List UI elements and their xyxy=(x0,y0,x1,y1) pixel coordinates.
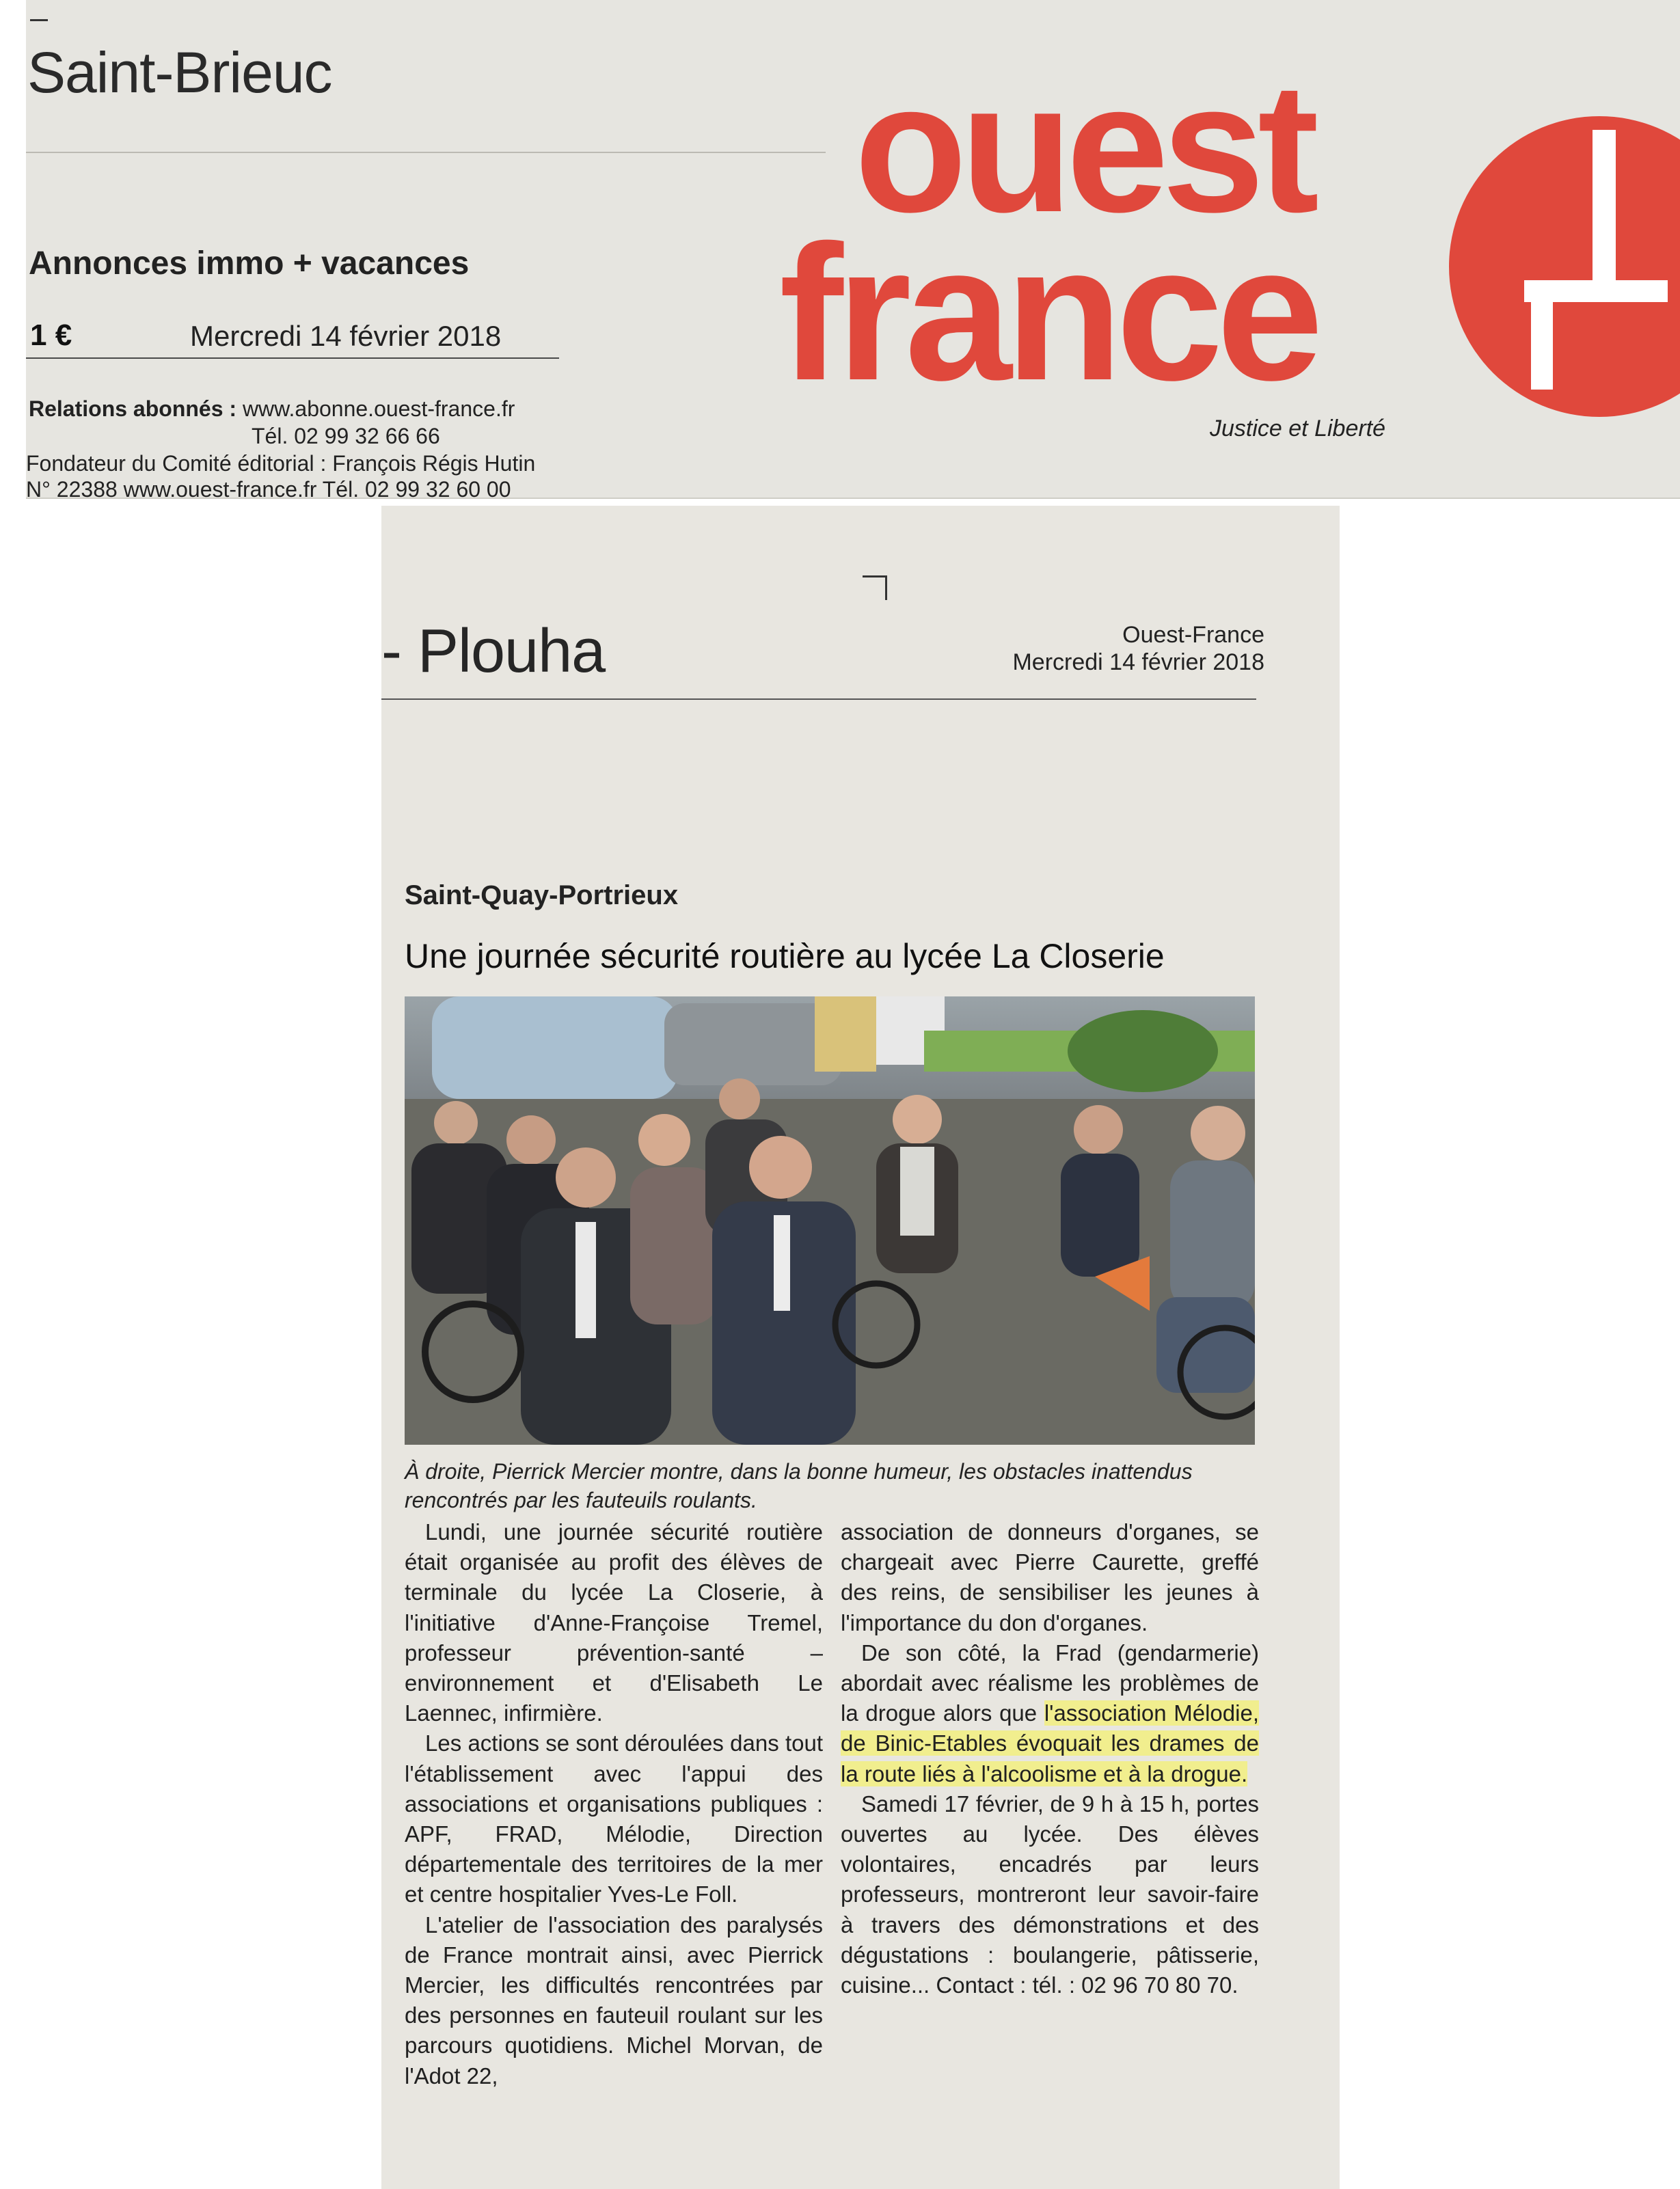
paragraph: Les actions se sont déroulées dans tout l'établissement avec l'appui des associations et organisations publiques : APF, FRAD, Mélodie, Direction départementale des territoires de la mer et centre hospitalier Yves-Le Foll. xyxy=(405,1730,823,1907)
article-clipping xyxy=(381,506,1340,2189)
logo-word-ouest: ouest xyxy=(854,45,1313,251)
paragraph: Lundi, une journée sécurité routière était organisée au profit des élèves de terminale du lycée La Closerie, à l'initiative d'Anne-Françoise Tremel, professeur prévention-santé – environnement et d'Elisabeth Le Laennec, infirmière. xyxy=(405,1519,823,1726)
corner-mark xyxy=(863,575,887,577)
corner-mark xyxy=(885,575,887,600)
highlighted-text: l'association Mélodie, de Binic-Etables évoquait les drames de la route liés à l'alcoolisme et à la drogue. xyxy=(841,1700,1259,1786)
paragraph-text: De son côté, la Frad (gendarmerie) abordait avec réalisme les problèmes de la drogue alors que xyxy=(841,1640,1259,1726)
paper-date: Mercredi 14 février 2018 xyxy=(1012,649,1264,675)
article-photo xyxy=(405,996,1255,1445)
paragraph: Samedi 17 février, de 9 h à 15 h, portes ouvertes au lycée. Des élèves volontaires, encadrés par leurs professeurs, montreront leur savoir-faire à travers des démonstrations et des dégustations : boulangerie, pâtisserie, cuisine... Contact : tél. : 02 96 70 80 70. xyxy=(841,1791,1259,1998)
logo-mark xyxy=(1593,130,1616,301)
divider xyxy=(26,357,559,359)
article-locality: Saint-Quay-Portrieux xyxy=(405,880,679,910)
article-headline: Une journée sécurité routière au lycée La Closerie xyxy=(405,937,1165,975)
subscriber-relations xyxy=(29,396,515,422)
newspaper-logo xyxy=(779,45,1504,432)
article-column-right xyxy=(841,1517,1259,2000)
issue-price: 1 € xyxy=(30,318,72,352)
paragraph: L'atelier de l'association des paralysés de France montrait ainsi, avec Pierrick Mercier, les difficultés rencontrées par des personnes en fauteuil roulant sur les parcours quotidiens. Michel Morvan, de l'Adot 22, xyxy=(405,1912,823,2089)
motto: Justice et Liberté xyxy=(1210,416,1386,441)
relations-phone: Tél. 02 99 32 66 66 xyxy=(252,424,440,448)
issue-info-line: N° 22388 www.ouest-france.fr Tél. 02 99 32 60 00 xyxy=(26,477,511,502)
paper-name: Ouest-France xyxy=(1122,622,1264,648)
founder-line: Fondateur du Comité éditorial : François Régis Hutin xyxy=(26,451,536,476)
photo-students-wheelchairs xyxy=(405,996,1255,1445)
relations-url: www.abonne.ouest-france.fr xyxy=(242,396,515,421)
relations-label: Relations abonnés : xyxy=(29,396,237,421)
divider xyxy=(26,152,826,153)
logo-mark xyxy=(1531,280,1553,390)
issue-date: Mercredi 14 février 2018 xyxy=(190,320,502,352)
paragraph xyxy=(841,1638,1259,1789)
logo-word-france: france xyxy=(779,205,1317,420)
corner-tick xyxy=(30,19,48,21)
divider xyxy=(381,698,1256,700)
section-title: - Plouha xyxy=(381,617,606,685)
article-column-left xyxy=(405,1517,823,2091)
city-heading: Saint-Brieuc xyxy=(27,40,332,105)
section-label: Annonces immo + vacances xyxy=(29,245,470,282)
paragraph: association de donneurs d'organes, se chargeait avec Pierre Caurette, greffé des reins, de sensibiliser les jeunes à l'importance du don d'organes. xyxy=(841,1519,1259,1635)
photo-caption: À droite, Pierrick Mercier montre, dans la bonne humeur, les obstacles inattendus rencontrés par les fauteuils roulants. xyxy=(405,1459,1193,1512)
